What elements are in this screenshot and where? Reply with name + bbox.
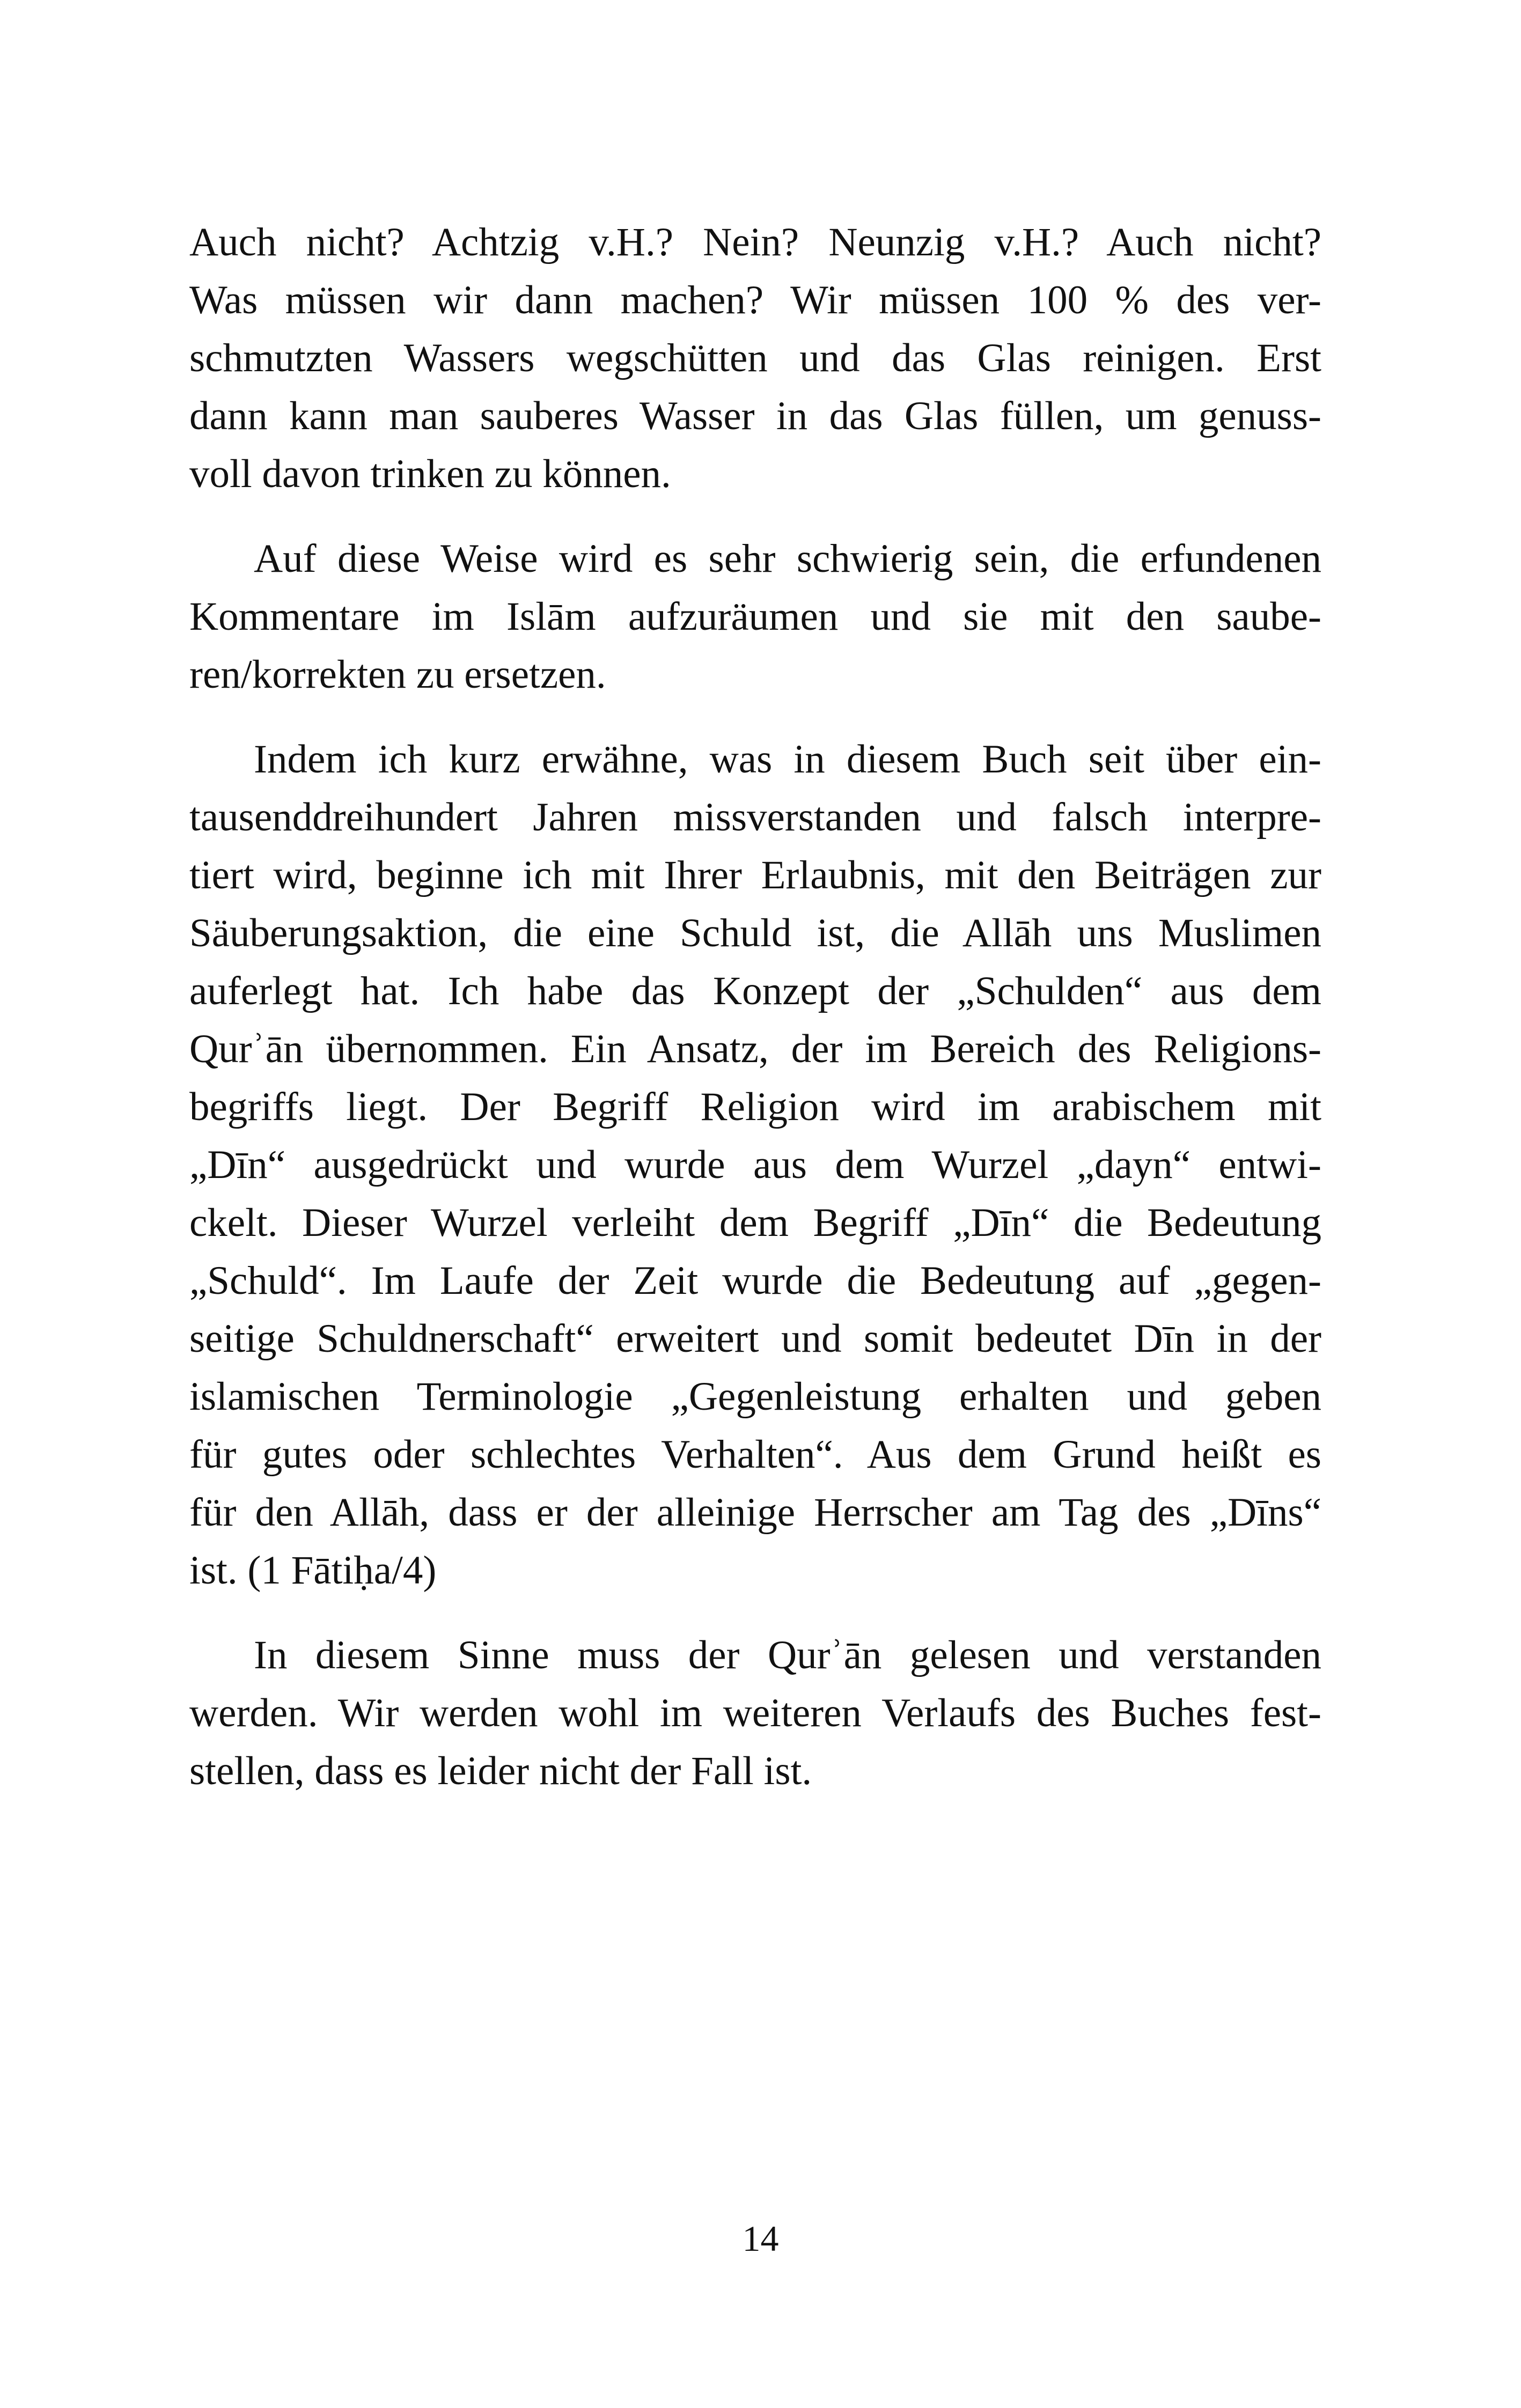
text-line: tiert wird, beginne ich mit Ihrer Erlaubnis, mit den Beiträgen zur	[189, 853, 1321, 897]
text-line: ren/korrekten zu ersetzen.	[189, 652, 606, 697]
text-line: Indem ich kurz erwähne, was in diesem Buch seit über ein-	[254, 737, 1321, 782]
text-line: Auf diese Weise wird es sehr schwierig sein, die erfundenen	[254, 536, 1321, 581]
text-line: Säuberungsaktion, die eine Schuld ist, die Allāh uns Muslimen	[189, 911, 1321, 955]
text-line: schmutzten Wassers wegschütten und das Glas reinigen. Erst	[189, 336, 1321, 380]
paragraph-3	[189, 731, 1321, 1600]
paragraph-2	[189, 530, 1321, 704]
text-line: seitige Schuldnerschaft“ erweitert und somit bedeutet Dīn in der	[189, 1316, 1321, 1361]
paragraph-4	[189, 1626, 1321, 1800]
text-line: islamischen Terminologie „Gegenleistung erhalten und geben	[189, 1374, 1321, 1419]
text-line: In diesem Sinne muss der Qurʾān gelesen und verstanden	[254, 1633, 1321, 1677]
text-line: „Schuld“. Im Laufe der Zeit wurde die Bedeutung auf „gegen-	[189, 1258, 1321, 1303]
text-line: voll davon trinken zu können.	[189, 452, 671, 496]
body-text	[189, 213, 1321, 1827]
text-line: stellen, dass es leider nicht der Fall ist.	[189, 1749, 812, 1793]
text-line: „Dīn“ ausgedrückt und wurde aus dem Wurzel „dayn“ entwi-	[189, 1143, 1321, 1187]
text-line: tausenddreihundert Jahren missverstanden und falsch interpre-	[189, 795, 1321, 840]
text-line: ckelt. Dieser Wurzel verleiht dem Begriff „Dīn“ die Bedeutung	[189, 1201, 1321, 1245]
text-line: für gutes oder schlechtes Verhalten“. Aus dem Grund heißt es	[189, 1432, 1321, 1477]
text-line: werden. Wir werden wohl im weiteren Verlaufs des Buches fest-	[189, 1691, 1321, 1735]
paragraph-1	[189, 213, 1321, 503]
text-line: Kommentare im Islām aufzuräumen und sie mit den saube-	[189, 594, 1321, 639]
text-line: Qurʾān übernommen. Ein Ansatz, der im Bereich des Religions-	[189, 1027, 1321, 1071]
text-line: dann kann man sauberes Wasser in das Glas füllen, um genuss-	[189, 394, 1321, 438]
text-line: ist. (1 Fātiḥa/4)	[189, 1548, 437, 1593]
text-line: für den Allāh, dass er der alleinige Herrscher am Tag des „Dīns“	[189, 1490, 1321, 1535]
text-line: begriffs liegt. Der Begriff Religion wird im arabischem mit	[189, 1085, 1321, 1129]
text-line: Was müssen wir dann machen? Wir müssen 100 % des ver-	[189, 278, 1321, 322]
page-number: 14	[742, 2218, 779, 2259]
text-line: Auch nicht? Achtzig v.H.? Nein? Neunzig v.H.? Auch nicht?	[189, 220, 1321, 264]
text-line: auferlegt hat. Ich habe das Konzept der „Schulden“ aus dem	[189, 969, 1321, 1013]
